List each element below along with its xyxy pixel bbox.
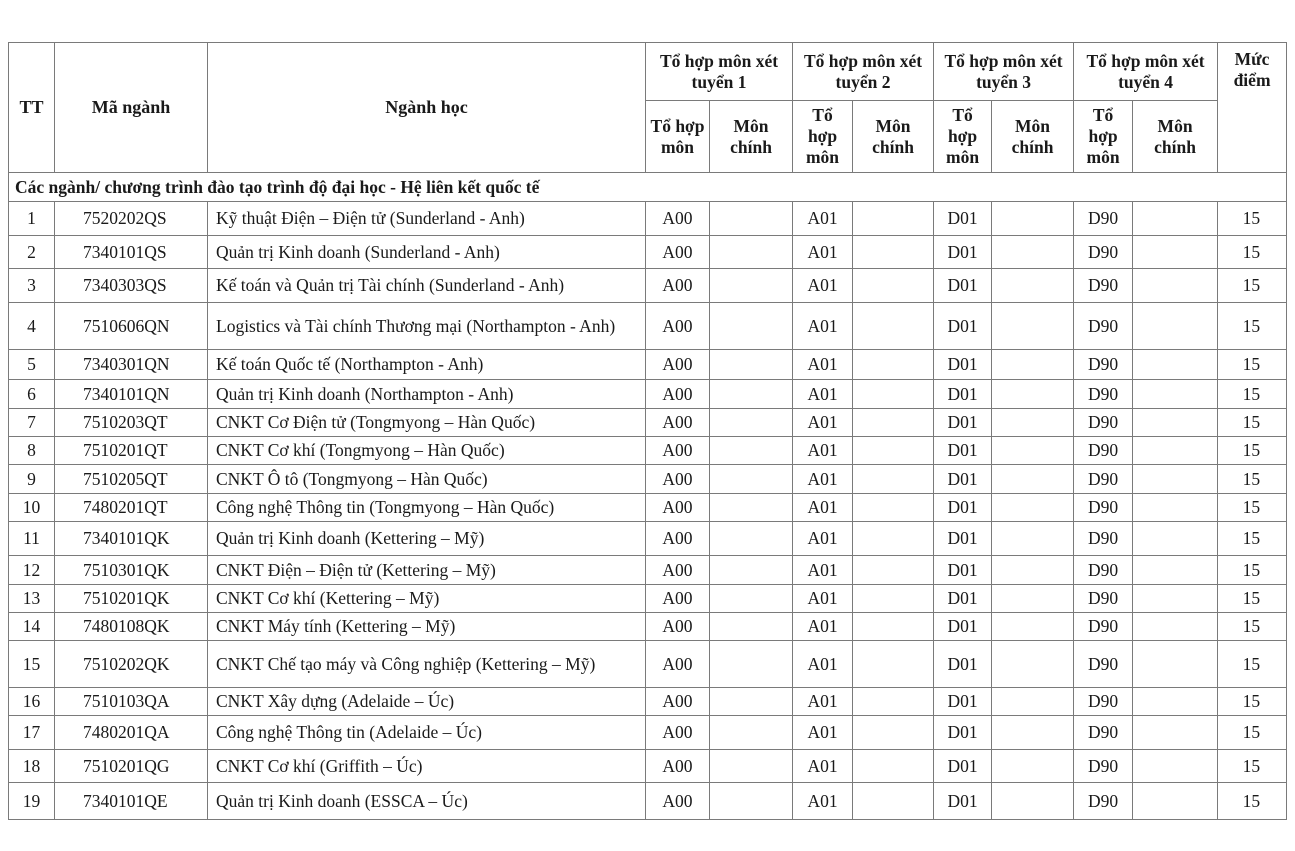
row-main-4 [1133,269,1218,303]
row-combo-3: D01 [934,613,992,641]
table-row [9,202,1287,236]
row-main-4 [1133,409,1218,437]
row-combo-1: A00 [646,236,710,269]
row-main-2 [853,750,934,783]
row-main-3 [992,688,1074,716]
row-combo-1: A00 [646,585,710,613]
row-combo-3: D01 [934,716,992,750]
row-combo-3: D01 [934,303,992,350]
row-tt: 17 [9,716,55,750]
row-combo-1: A00 [646,750,710,783]
admission-table [8,42,1287,820]
row-combo-2: A01 [793,641,853,688]
row-major: CNKT Cơ khí (Tongmyong – Hàn Quốc) [208,437,646,465]
row-score: 15 [1218,350,1287,380]
row-code: 7510201QT [55,437,208,465]
row-main-4 [1133,522,1218,556]
row-score: 15 [1218,613,1287,641]
header-code: Mã ngành [55,43,208,173]
row-main-1 [710,750,793,783]
row-major: CNKT Điện – Điện tử (Kettering – Mỹ) [208,556,646,585]
row-combo-3: D01 [934,750,992,783]
row-tt: 15 [9,641,55,688]
header-combo-3: Tổ hợp môn [934,101,992,173]
row-tt: 14 [9,613,55,641]
row-main-1 [710,641,793,688]
row-score: 15 [1218,494,1287,522]
row-main-1 [710,613,793,641]
row-combo-3: D01 [934,522,992,556]
row-code: 7340301QN [55,350,208,380]
header-major: Ngành học [208,43,646,173]
row-major: Quản trị Kinh doanh (ESSCA – Úc) [208,783,646,820]
row-main-1 [710,380,793,409]
row-major: Kế toán và Quản trị Tài chính (Sunderland - Anh) [208,269,646,303]
row-score: 15 [1218,556,1287,585]
row-combo-2: A01 [793,303,853,350]
row-main-3 [992,716,1074,750]
row-main-1 [710,783,793,820]
row-major: CNKT Cơ Điện tử (Tongmyong – Hàn Quốc) [208,409,646,437]
row-main-4 [1133,465,1218,494]
row-tt: 12 [9,556,55,585]
row-combo-4: D90 [1074,613,1133,641]
row-main-2 [853,688,934,716]
row-combo-1: A00 [646,437,710,465]
row-main-4 [1133,641,1218,688]
row-main-2 [853,641,934,688]
row-main-2 [853,303,934,350]
row-major: CNKT Cơ khí (Griffith – Úc) [208,750,646,783]
row-combo-2: A01 [793,783,853,820]
row-code: 7340101QN [55,380,208,409]
row-combo-2: A01 [793,494,853,522]
row-main-2 [853,522,934,556]
row-combo-3: D01 [934,465,992,494]
row-main-4 [1133,688,1218,716]
row-combo-1: A00 [646,350,710,380]
row-tt: 11 [9,522,55,556]
header-group-3: Tổ hợp môn xét tuyển 3 [934,43,1074,101]
row-main-3 [992,380,1074,409]
row-combo-1: A00 [646,303,710,350]
table-row [9,750,1287,783]
row-code: 7510205QT [55,465,208,494]
row-main-4 [1133,437,1218,465]
table-row [9,350,1287,380]
row-main-3 [992,202,1074,236]
row-score: 15 [1218,783,1287,820]
row-combo-4: D90 [1074,750,1133,783]
row-main-2 [853,716,934,750]
row-combo-2: A01 [793,465,853,494]
row-main-1 [710,585,793,613]
row-main-1 [710,494,793,522]
row-main-2 [853,613,934,641]
row-combo-4: D90 [1074,269,1133,303]
row-main-2 [853,350,934,380]
row-score: 15 [1218,716,1287,750]
table-row [9,236,1287,269]
row-main-2 [853,202,934,236]
row-main-2 [853,783,934,820]
row-code: 7340101QS [55,236,208,269]
row-combo-1: A00 [646,494,710,522]
table-row [9,585,1287,613]
row-combo-1: A00 [646,409,710,437]
row-main-1 [710,269,793,303]
row-score: 15 [1218,688,1287,716]
row-main-1 [710,303,793,350]
row-tt: 2 [9,236,55,269]
header-main-4: Môn chính [1133,101,1218,173]
row-combo-2: A01 [793,236,853,269]
row-combo-1: A00 [646,269,710,303]
row-combo-1: A00 [646,783,710,820]
row-major: Công nghệ Thông tin (Adelaide – Úc) [208,716,646,750]
row-score: 15 [1218,409,1287,437]
row-combo-1: A00 [646,522,710,556]
table-row [9,522,1287,556]
row-tt: 3 [9,269,55,303]
header-main-3: Môn chính [992,101,1074,173]
row-code: 7510201QG [55,750,208,783]
row-score: 15 [1218,641,1287,688]
row-score: 15 [1218,465,1287,494]
row-combo-4: D90 [1074,465,1133,494]
row-main-3 [992,437,1074,465]
row-tt: 10 [9,494,55,522]
header-group-2: Tổ hợp môn xét tuyển 2 [793,43,934,101]
row-main-1 [710,202,793,236]
row-tt: 6 [9,380,55,409]
header-combo-1: Tổ hợp môn [646,101,710,173]
row-code: 7510301QK [55,556,208,585]
row-code: 7340303QS [55,269,208,303]
header-main-2: Môn chính [853,101,934,173]
row-main-1 [710,465,793,494]
row-combo-1: A00 [646,641,710,688]
header-combo-4: Tổ hợp môn [1074,101,1133,173]
row-combo-2: A01 [793,688,853,716]
row-combo-4: D90 [1074,716,1133,750]
row-main-2 [853,437,934,465]
row-combo-4: D90 [1074,494,1133,522]
row-code: 7510606QN [55,303,208,350]
row-main-3 [992,613,1074,641]
row-combo-3: D01 [934,437,992,465]
row-main-3 [992,641,1074,688]
row-score: 15 [1218,585,1287,613]
row-tt: 9 [9,465,55,494]
table-row [9,409,1287,437]
header-group-4: Tổ hợp môn xét tuyển 4 [1074,43,1218,101]
row-major: Kỹ thuật Điện – Điện tử (Sunderland - Anh) [208,202,646,236]
row-main-2 [853,585,934,613]
row-combo-4: D90 [1074,350,1133,380]
row-main-3 [992,522,1074,556]
row-combo-3: D01 [934,409,992,437]
table-row [9,437,1287,465]
row-combo-4: D90 [1074,688,1133,716]
header-main-1: Môn chính [710,101,793,173]
row-main-4 [1133,350,1218,380]
row-tt: 8 [9,437,55,465]
row-main-1 [710,716,793,750]
row-combo-4: D90 [1074,522,1133,556]
row-combo-1: A00 [646,613,710,641]
row-main-3 [992,750,1074,783]
table-row [9,641,1287,688]
row-combo-2: A01 [793,380,853,409]
row-tt: 16 [9,688,55,716]
row-main-3 [992,269,1074,303]
row-combo-3: D01 [934,236,992,269]
row-major: Quản trị Kinh doanh (Northampton - Anh) [208,380,646,409]
row-main-4 [1133,380,1218,409]
row-combo-2: A01 [793,350,853,380]
row-main-3 [992,409,1074,437]
row-combo-2: A01 [793,522,853,556]
row-main-3 [992,350,1074,380]
row-combo-2: A01 [793,409,853,437]
row-main-2 [853,380,934,409]
row-combo-4: D90 [1074,556,1133,585]
row-combo-4: D90 [1074,202,1133,236]
row-combo-3: D01 [934,202,992,236]
row-main-4 [1133,494,1218,522]
table-row [9,494,1287,522]
row-combo-4: D90 [1074,437,1133,465]
row-major: Công nghệ Thông tin (Tongmyong – Hàn Quốc) [208,494,646,522]
row-code: 7480201QT [55,494,208,522]
row-major: CNKT Cơ khí (Kettering – Mỹ) [208,585,646,613]
row-combo-2: A01 [793,437,853,465]
row-score: 15 [1218,522,1287,556]
row-tt: 5 [9,350,55,380]
row-main-4 [1133,202,1218,236]
row-combo-4: D90 [1074,303,1133,350]
row-code: 7520202QS [55,202,208,236]
table-row [9,556,1287,585]
row-main-4 [1133,303,1218,350]
row-major: CNKT Chế tạo máy và Công nghiệp (Kettering – Mỹ) [208,641,646,688]
row-combo-4: D90 [1074,585,1133,613]
table-row [9,269,1287,303]
row-score: 15 [1218,437,1287,465]
row-main-3 [992,494,1074,522]
row-major: CNKT Máy tính (Kettering – Mỹ) [208,613,646,641]
row-main-4 [1133,716,1218,750]
row-score: 15 [1218,750,1287,783]
row-score: 15 [1218,236,1287,269]
row-combo-3: D01 [934,380,992,409]
row-combo-1: A00 [646,688,710,716]
row-main-3 [992,303,1074,350]
row-main-1 [710,236,793,269]
row-tt: 7 [9,409,55,437]
row-combo-3: D01 [934,688,992,716]
row-code: 7480201QA [55,716,208,750]
row-code: 7480108QK [55,613,208,641]
row-combo-4: D90 [1074,409,1133,437]
row-code: 7340101QK [55,522,208,556]
row-major: Quản trị Kinh doanh (Kettering – Mỹ) [208,522,646,556]
row-combo-3: D01 [934,494,992,522]
row-major: Logistics và Tài chính Thương mại (Northampton - Anh) [208,303,646,350]
row-main-4 [1133,783,1218,820]
row-combo-2: A01 [793,202,853,236]
row-combo-2: A01 [793,716,853,750]
row-major: CNKT Ô tô (Tongmyong – Hàn Quốc) [208,465,646,494]
row-code: 7510103QA [55,688,208,716]
row-combo-3: D01 [934,556,992,585]
row-combo-4: D90 [1074,380,1133,409]
row-main-2 [853,236,934,269]
row-combo-2: A01 [793,585,853,613]
row-code: 7510203QT [55,409,208,437]
row-main-2 [853,556,934,585]
row-combo-1: A00 [646,202,710,236]
table-row [9,613,1287,641]
row-main-4 [1133,236,1218,269]
row-code: 7340101QE [55,783,208,820]
row-main-3 [992,783,1074,820]
row-main-1 [710,688,793,716]
row-major: Kế toán Quốc tế (Northampton - Anh) [208,350,646,380]
row-code: 7510201QK [55,585,208,613]
section-title: Các ngành/ chương trình đào tạo trình độ đại học - Hệ liên kết quốc tế [9,173,1287,202]
row-main-1 [710,556,793,585]
row-combo-2: A01 [793,556,853,585]
row-major: CNKT Xây dựng (Adelaide – Úc) [208,688,646,716]
row-major: Quản trị Kinh doanh (Sunderland - Anh) [208,236,646,269]
row-combo-1: A00 [646,716,710,750]
row-combo-4: D90 [1074,783,1133,820]
row-tt: 4 [9,303,55,350]
row-tt: 13 [9,585,55,613]
row-main-1 [710,522,793,556]
row-score: 15 [1218,202,1287,236]
row-main-3 [992,556,1074,585]
row-combo-3: D01 [934,641,992,688]
row-main-4 [1133,585,1218,613]
row-tt: 19 [9,783,55,820]
row-tt: 1 [9,202,55,236]
row-combo-3: D01 [934,783,992,820]
row-combo-2: A01 [793,613,853,641]
row-combo-1: A00 [646,556,710,585]
row-combo-4: D90 [1074,641,1133,688]
row-combo-3: D01 [934,269,992,303]
header-score: Mức điểm [1218,43,1287,173]
row-main-4 [1133,613,1218,641]
table-row [9,716,1287,750]
row-main-4 [1133,750,1218,783]
row-main-1 [710,350,793,380]
header-group-1: Tổ hợp môn xét tuyển 1 [646,43,793,101]
table-row [9,688,1287,716]
table-row [9,380,1287,409]
row-combo-1: A00 [646,465,710,494]
header-tt: TT [9,43,55,173]
row-main-2 [853,269,934,303]
row-score: 15 [1218,380,1287,409]
table-row [9,783,1287,820]
row-main-4 [1133,556,1218,585]
row-main-3 [992,465,1074,494]
row-main-2 [853,465,934,494]
header-combo-2: Tổ hợp môn [793,101,853,173]
row-main-1 [710,437,793,465]
row-score: 15 [1218,303,1287,350]
table-row [9,465,1287,494]
row-main-3 [992,585,1074,613]
row-tt: 18 [9,750,55,783]
row-main-2 [853,409,934,437]
row-score: 15 [1218,269,1287,303]
row-combo-2: A01 [793,750,853,783]
row-combo-3: D01 [934,585,992,613]
table-row [9,303,1287,350]
row-main-1 [710,409,793,437]
row-combo-2: A01 [793,269,853,303]
row-main-2 [853,494,934,522]
row-combo-1: A00 [646,380,710,409]
row-main-3 [992,236,1074,269]
row-code: 7510202QK [55,641,208,688]
row-combo-3: D01 [934,350,992,380]
row-combo-4: D90 [1074,236,1133,269]
